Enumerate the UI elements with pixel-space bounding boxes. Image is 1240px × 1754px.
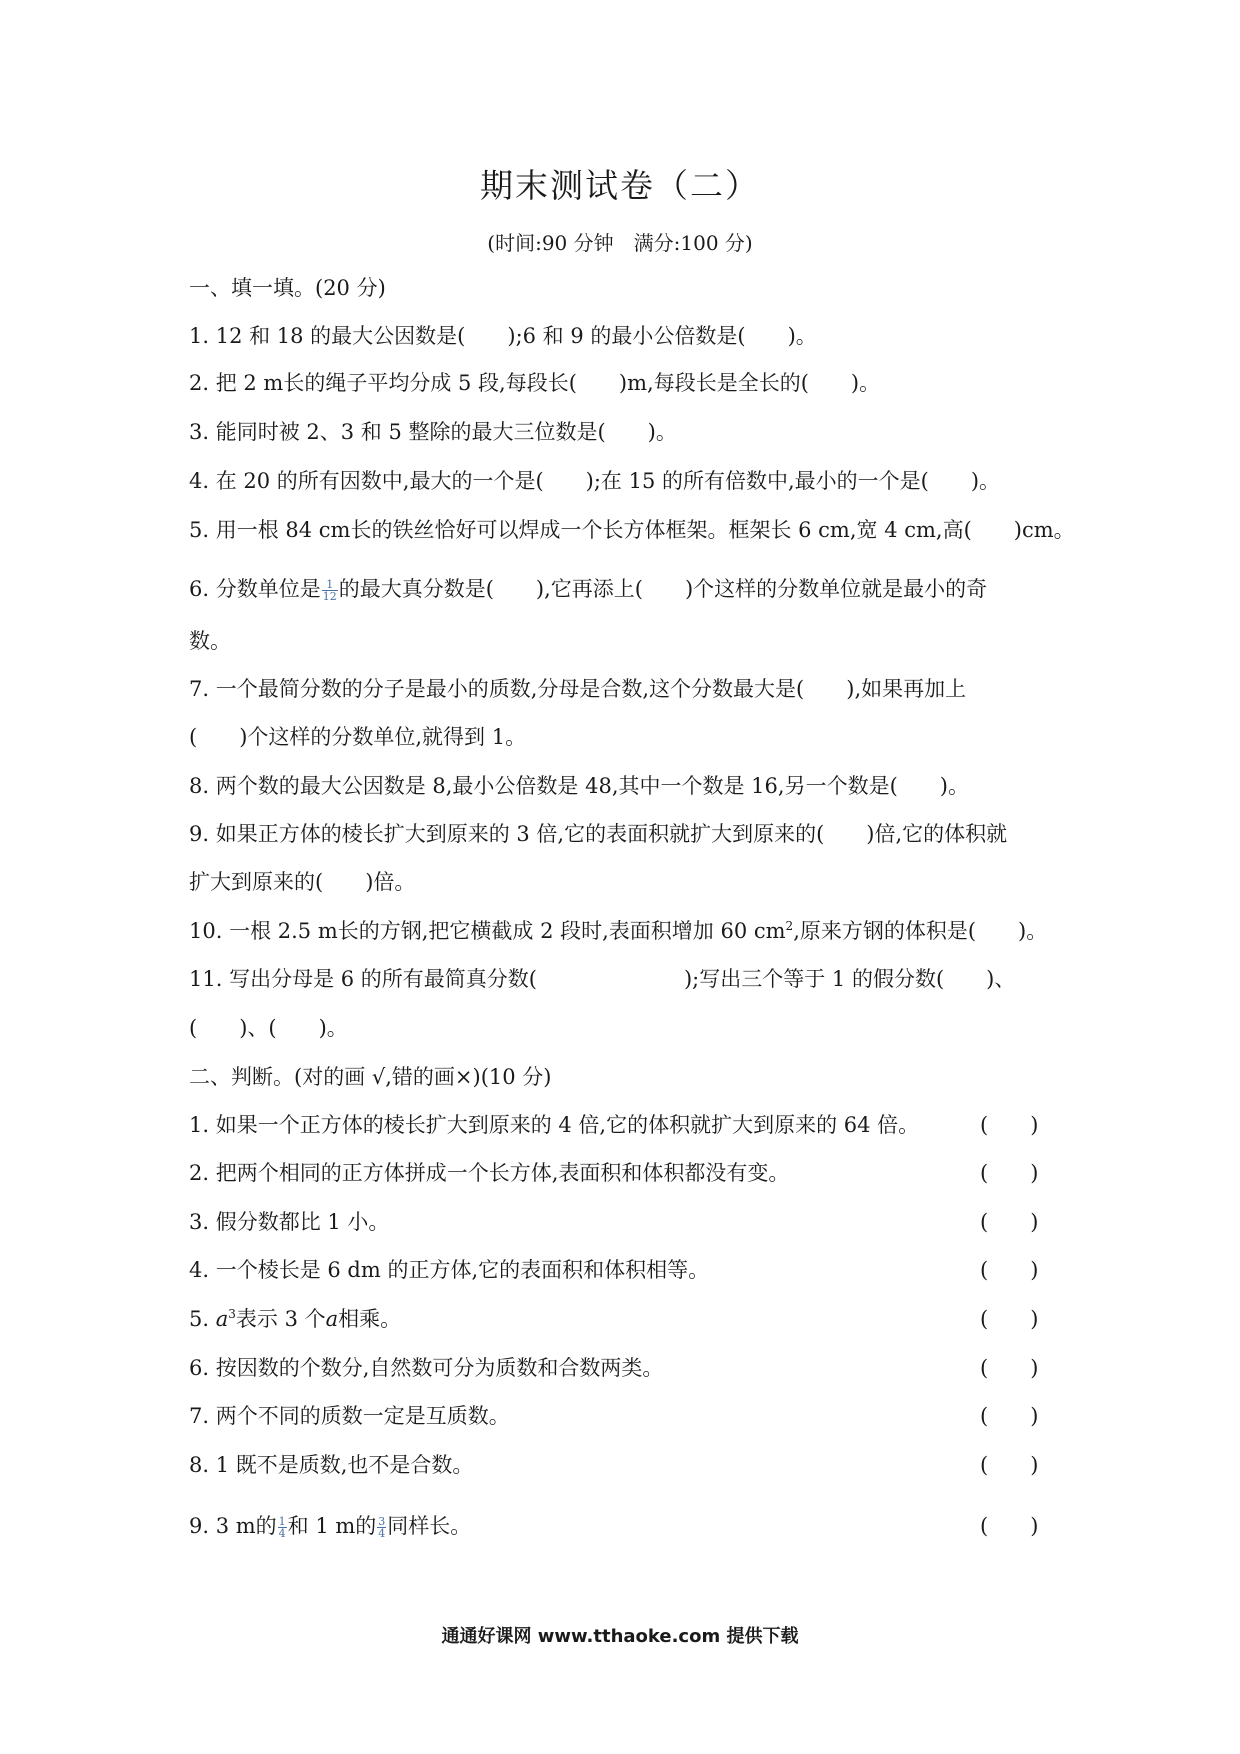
fill-question-6 [189,574,987,604]
q10-prefix: 10. 一根 2.5 m长的方钢,把它横截成 2 段时,表面积增加 60 cm [189,919,786,943]
fill-question-9-line2: 扩大到原来的( )倍。 [189,870,416,894]
judge-item-5 [189,1304,401,1334]
judge9-fraction-2-denominator: 4 [378,1527,386,1540]
q6-prefix: 6. 分数单位是 [189,577,321,601]
page-title: 期末测试卷（二） [480,166,760,205]
judge5-variable: a [215,1307,229,1331]
fill-question-4: 4. 在 20 的所有因数中,最大的一个是( );在 15 的所有倍数中,最小的一个是( )。 [189,469,1001,493]
judge9-fraction-1-denominator: 4 [278,1527,286,1540]
fill-question-2: 2. 把 2 m长的绳子平均分成 5 段,每段长( )m,每段长是全长的( )。 [189,371,881,395]
fill-question-9: 9. 如果正方体的棱长扩大到原来的 3 倍,它的表面积就扩大到原来的( )倍,它的体积就 [189,822,1008,846]
judge-answer-5: ( ) [980,1307,1039,1331]
judge-answer-8: ( ) [980,1453,1039,1477]
judge-item-6: 6. 按因数的个数分,自然数可分为质数和合数两类。 [189,1356,664,1380]
judge-item-7: 7. 两个不同的质数一定是互质数。 [189,1404,510,1428]
judge9-fraction-1-numerator: 1 [278,1515,286,1528]
judge-item-8: 8. 1 既不是质数,也不是合数。 [189,1453,474,1477]
judge-item-2: 2. 把两个相同的正方体拼成一个长方体,表面积和体积都没有变。 [189,1161,790,1185]
fill-question-7: 7. 一个最简分数的分子是最小的质数,分母是合数,这个分数最大是( ),如果再加上 [189,677,967,701]
judge-item-4: 4. 一个棱长是 6 dm 的正方体,它的表面积和体积相等。 [189,1258,710,1282]
judge5-prefix: 5. [189,1307,216,1331]
q10-suffix: ,原来方钢的体积是( )。 [793,919,1048,943]
fill-question-11: 11. 写出分母是 6 的所有最简真分数( );写出三个等于 1 的假分数( )、 [189,967,1016,991]
q6-fraction [322,579,338,602]
judge9-fraction-2 [377,1516,386,1539]
fill-question-11-line2: ( )、( )。 [189,1016,348,1040]
judge-item-3: 3. 假分数都比 1 小。 [189,1210,390,1234]
judge-answer-4: ( ) [980,1258,1039,1282]
judge-answer-9: ( ) [980,1514,1039,1538]
judge9-middle: 和 1 m的 [287,1514,377,1538]
fill-question-8: 8. 两个数的最大公因数是 8,最小公倍数是 48,其中一个数是 16,另一个数是( )。 [189,774,969,798]
q6-fraction-numerator: 1 [322,579,338,591]
section2-heading: 二、判断。(对的画 √,错的画×)(10 分) [189,1065,552,1089]
section1-heading: 一、填一填。(20 分) [189,276,386,300]
judge9-fraction-1 [278,1516,287,1539]
q10-superscript: 2 [785,919,794,933]
q6-fraction-denominator: 12 [322,590,337,603]
judge-answer-3: ( ) [980,1210,1039,1234]
judge5-middle: 表示 3 个 [235,1307,326,1331]
judge9-prefix: 9. 3 m的 [189,1514,277,1538]
judge9-suffix: 同样长。 [387,1514,472,1538]
fill-question-1: 1. 12 和 18 的最大公因数是( );6 和 9 的最小公倍数是( )。 [189,324,817,348]
page-subtitle: (时间:90 分钟 满分:100 分) [487,231,753,255]
judge-item-1: 1. 如果一个正方体的棱长扩大到原来的 4 倍,它的体积就扩大到原来的 64 倍。 [189,1113,920,1137]
judge-answer-6: ( ) [980,1356,1039,1380]
judge9-fraction-2-numerator: 3 [378,1515,386,1528]
fill-question-3: 3. 能同时被 2、3 和 5 整除的最大三位数是( )。 [189,420,677,444]
judge5-variable-2: a [325,1307,339,1331]
judge-answer-7: ( ) [980,1404,1039,1428]
q6-suffix: 的最大真分数是( ),它再添上( )个这样的分数单位就是最小的奇 [338,577,988,601]
fill-question-7-line2: ( )个这样的分数单位,就得到 1。 [189,725,527,749]
footer-download-note: 通通好课网 www.tthaoke.com 提供下载 [441,1626,799,1647]
judge5-suffix: 相乘。 [338,1307,402,1331]
fill-question-10 [189,916,1047,946]
judge5-exponent: 3 [228,1307,236,1321]
judge-item-9 [189,1511,471,1541]
judge-answer-2: ( ) [980,1161,1039,1185]
fill-question-6-line2: 数。 [189,629,231,653]
fill-question-5: 5. 用一根 84 cm长的铁丝恰好可以焊成一个长方体框架。框架长 6 cm,宽 4 cm,高( )cm。 [189,518,1075,542]
judge-answer-1: ( ) [980,1113,1039,1137]
